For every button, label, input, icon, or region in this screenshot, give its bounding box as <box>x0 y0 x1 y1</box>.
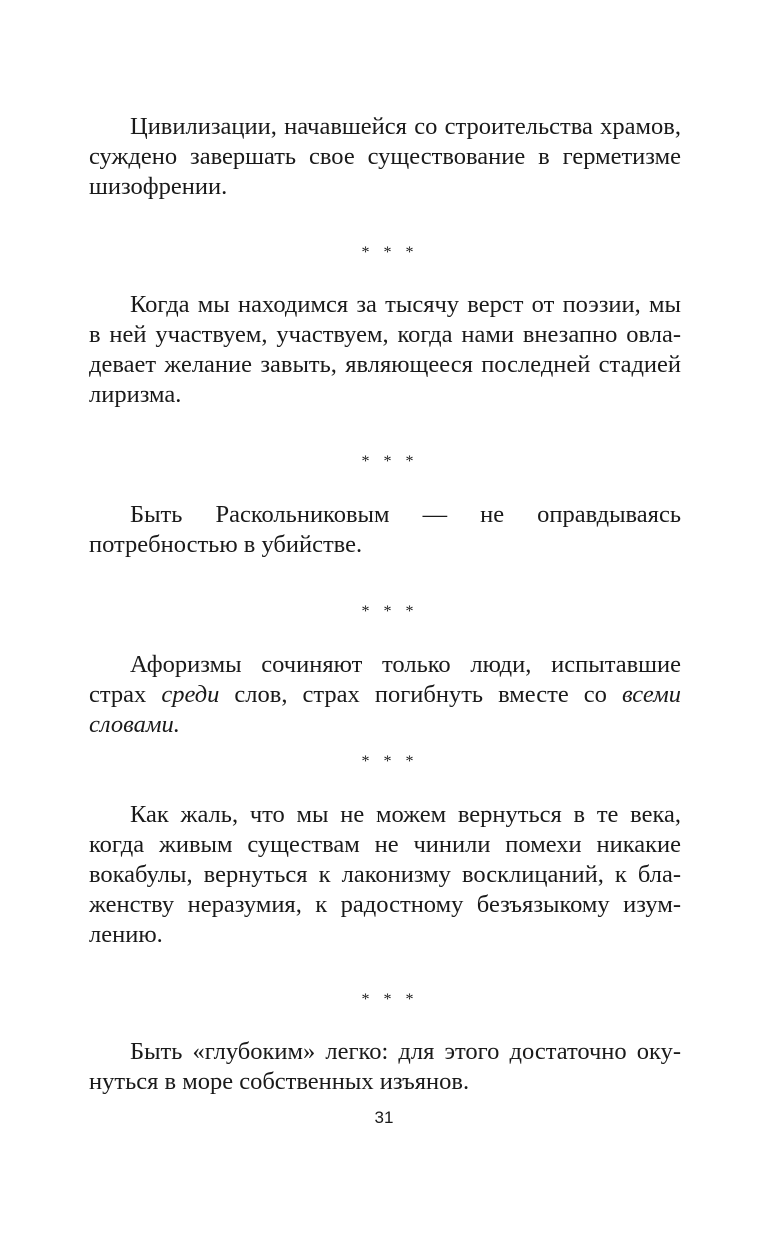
aphorism-paragraph: Когда мы находимся за тысячу верст от поэзии, мы в ней участвуем, участвуем, когда нами внезапно овладевает желание завыть, являющееся последней стадией лиризма. <box>89 291 681 408</box>
aphorism-paragraph: Быть Раскольниковым — не оправдываясь потребностью в убийстве. <box>89 501 681 558</box>
section-separator: * * * <box>361 753 419 770</box>
italic-text-run: среди <box>161 681 220 708</box>
aphorism-paragraph: Как жаль, что мы не можем вернуться в те века, когда живым существам не чинили помехи никакие вокабулы, вернуться к лаконизму восклицаний, к блаженству неразумия, к радостному безъязыкому изумлению. <box>89 801 681 948</box>
section-separator: * * * <box>361 991 419 1008</box>
aphorism-paragraph: Быть «глубоким» легко: для этого достаточно окунуться в море собственных изъянов. <box>89 1038 681 1095</box>
section-separator: * * * <box>361 244 419 261</box>
page-number: 31 <box>374 1108 394 1127</box>
section-separator: * * * <box>361 603 419 620</box>
text-run: слов, страх погибнуть вместе со <box>219 681 622 708</box>
text-run: Афоризмы сочиняют только люди, испытавшие страх <box>89 651 681 708</box>
aphorism-paragraph <box>89 650 681 740</box>
section-separator: * * * <box>361 453 419 470</box>
italic-text-run: всеми словами. <box>89 681 681 738</box>
aphorism-paragraph: Цивилизации, начавшейся со строительства храмов, суждено завершать свое существование в герметизме шизофрении. <box>89 113 681 200</box>
